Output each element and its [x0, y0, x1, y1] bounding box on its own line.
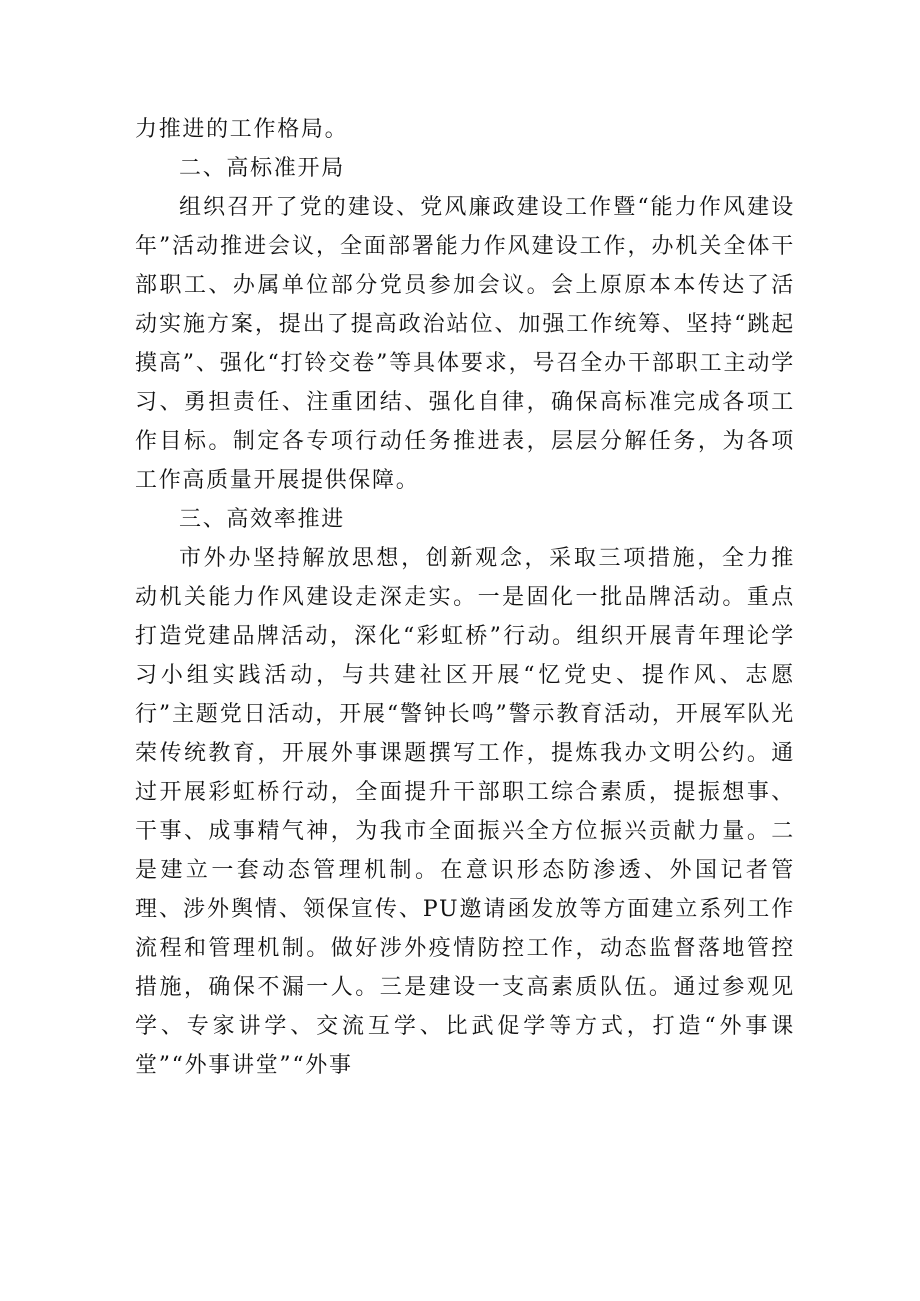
document-body [135, 110, 795, 1085]
section-heading-2: 二、高标准开局 [179, 156, 345, 181]
paragraph-section-2: 组织召开了党的建设、党风廉政建设工作暨“能力作风建设年”活动推进会议，全面部署能力作风建设工作，办机关全体干部职工、办属单位部分党员参加会议。会上原原本本传达了活动实施方案，提出了提高政治站位、加强工作统筹、坚持“跳起摸高”、强化“打铃交卷”等具体要求，号召全办干部职工主动学习、勇担责任、注重团结、强化自律，确保高标准完成各项工作目标。制定各专项行动任务推进表，层层分解任务，为各项工作高质量开展提供保障。 [135, 195, 795, 493]
section-heading-3: 三、高效率推进 [179, 507, 345, 532]
paragraph-continuation: 力推进的工作格局。 [135, 117, 349, 142]
paragraph-section-3: 市外办坚持解放思想，创新观念，采取三项措施，全力推动机关能力作风建设走深走实。一是固化一批品牌活动。重点打造党建品牌活动，深化“彩虹桥”行动。组织开展青年理论学习小组实践活动，与共建社区开展“忆党史、提作风、志愿行”主题党日活动，开展“警钟长鸣”警示教育活动，开展军队光荣传统教育，开展外事课题撰写工作，提炼我办文明公约。通过开展彩虹桥行动，全面提升干部职工综合素质，提振想事、干事、成事精气神，为我市全面振兴全方位振兴贡献力量。二是建立一套动态管理机制。在意识形态防渗透、外国记者管理、涉外舆情、领保宣传、PU邀请函发放等方面建立系列工作流程和管理机制。做好涉外疫情防控工作，动态监督落地管控措施，确保不漏一人。三是建设一支高素质队伍。通过参观见学、专家讲学、交流互学、比武促学等方式，打造“外事课堂”“外事讲堂”“外事 [135, 546, 795, 1078]
